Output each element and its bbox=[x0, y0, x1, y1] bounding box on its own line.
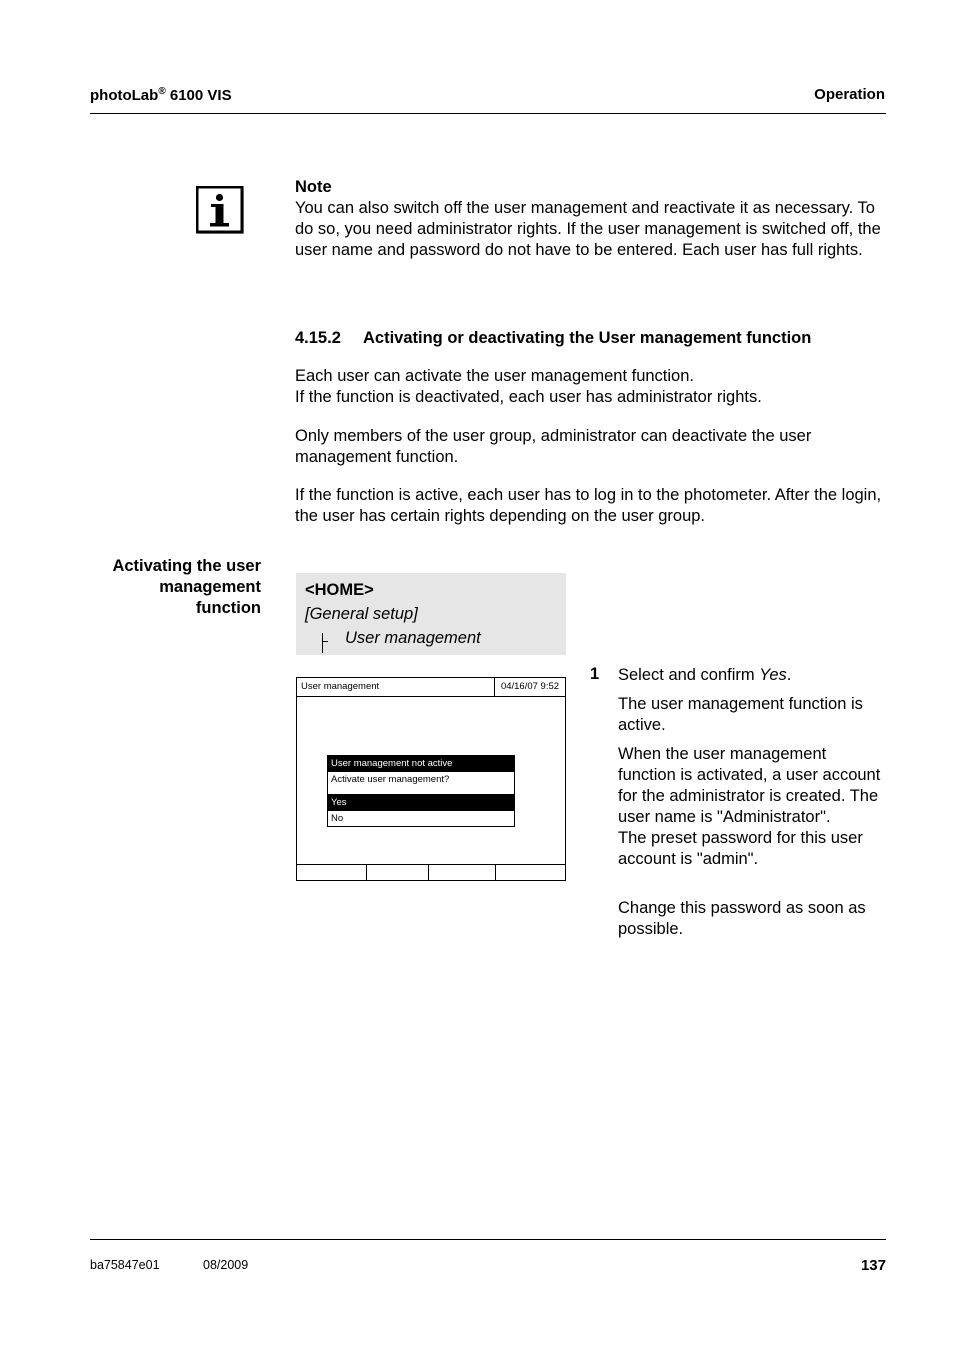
footer-rule bbox=[90, 1239, 886, 1240]
product-model: 6100 VIS bbox=[165, 87, 232, 104]
page-number: 137 bbox=[860, 1257, 886, 1274]
softkey-2[interactable] bbox=[367, 865, 429, 881]
screen-title: User management bbox=[297, 678, 494, 697]
menu-path-item: User management bbox=[345, 629, 481, 647]
section-heading bbox=[295, 329, 887, 348]
section-title: Activating or deactivating the User management function bbox=[363, 329, 812, 347]
step-info-2: The preset password for this user account is "admin". bbox=[618, 829, 863, 868]
step-result: The user management function is active. bbox=[618, 695, 863, 734]
paragraph-1 bbox=[295, 366, 887, 408]
note-block bbox=[295, 177, 887, 261]
step-info bbox=[618, 744, 888, 870]
paragraph-1-line-2: If the function is deactivated, each user has administrator rights. bbox=[295, 388, 762, 406]
dialog-option-no[interactable]: No bbox=[331, 813, 344, 824]
header-rule bbox=[90, 113, 886, 114]
product-name: photoLab bbox=[90, 87, 159, 104]
note-title: Note bbox=[295, 178, 332, 196]
note-text: You can also switch off the user management and reactivate it as necessary. To do so, you need administrator rights. If the user management is switched off, the user name and password do not have to be entered. Each user has full rights. bbox=[295, 199, 881, 259]
dialog-header: User management not active bbox=[328, 756, 514, 772]
menu-path-home: <HOME> bbox=[305, 581, 374, 599]
header-section: Operation bbox=[814, 86, 885, 103]
tree-branch-icon bbox=[322, 641, 328, 642]
paragraph-1-line-1: Each user can activate the user management function. bbox=[295, 367, 694, 385]
header-product bbox=[90, 86, 232, 104]
tree-connector-icon bbox=[322, 633, 323, 653]
device-screen bbox=[296, 677, 566, 881]
paragraph-3: If the function is active, each user has to log in to the photometer. After the login, the user has certain rights depending on the user group. bbox=[295, 486, 882, 525]
dialog-option-yes[interactable]: Yes bbox=[328, 795, 514, 811]
side-heading: Activating the user management function bbox=[112, 557, 261, 617]
section-number: 4.15.2 bbox=[295, 329, 341, 347]
step-instruction-suffix: . bbox=[786, 666, 792, 684]
softkey-3[interactable] bbox=[429, 865, 496, 881]
step-instruction bbox=[618, 665, 888, 686]
step-advice: Change this password as soon as possible. bbox=[618, 899, 866, 938]
screen-datetime: 04/16/07 9:52 bbox=[494, 678, 565, 697]
dialog-question: Activate user management? bbox=[328, 772, 514, 795]
activation-dialog bbox=[327, 755, 515, 827]
step-instruction-prefix: Select and confirm bbox=[618, 666, 760, 684]
registered-mark: ® bbox=[158, 86, 166, 97]
footer-doc-id: ba75847e01 bbox=[90, 1258, 160, 1272]
softkey-1[interactable] bbox=[297, 865, 367, 881]
menu-path-box bbox=[296, 573, 566, 655]
step-number: 1 bbox=[590, 665, 600, 683]
footer-date: 08/2009 bbox=[203, 1258, 249, 1272]
menu-path-setup: [General setup] bbox=[305, 605, 418, 623]
softkey-bar bbox=[297, 864, 565, 881]
info-icon bbox=[196, 186, 246, 236]
softkey-4[interactable] bbox=[496, 865, 565, 881]
step-info-1: When the user management function is activated, a user account for the administrator is created. The user name is "Administrator". bbox=[618, 745, 881, 826]
paragraph-2: Only members of the user group, administrator can deactivate the user management function. bbox=[295, 427, 812, 466]
step-instruction-value: Yes bbox=[759, 666, 787, 684]
